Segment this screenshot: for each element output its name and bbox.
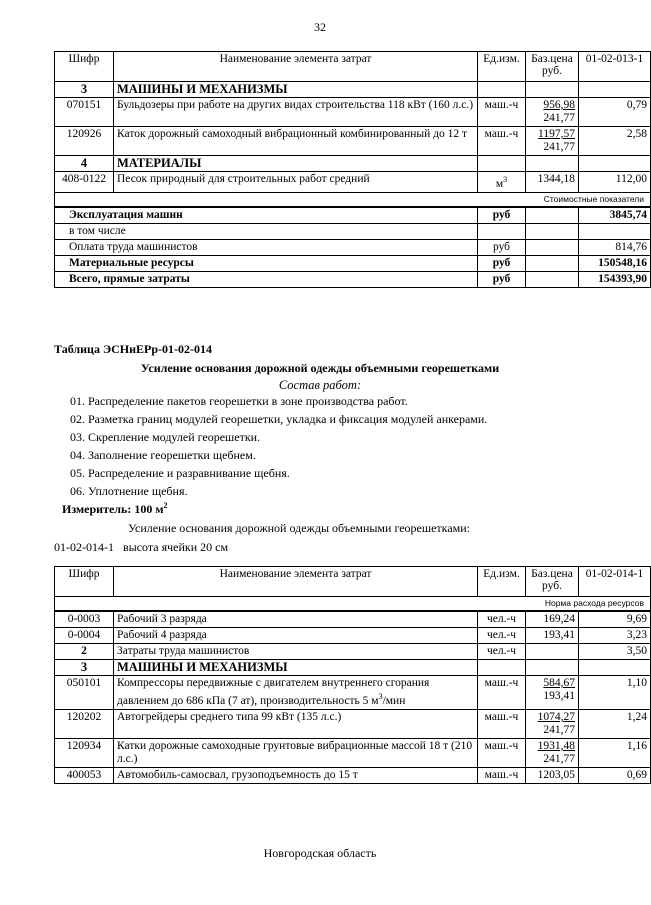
section-number: 4 (55, 156, 114, 172)
col-header-price: Баз.цена руб. (526, 52, 579, 82)
section-title: МАШИНЫ И МЕХАНИЗМЫ (114, 82, 478, 98)
table-row: 400053 Автомобиль-самосвал, грузоподъемность до 15 т маш.-ч 1203,05 0,69 (55, 767, 651, 783)
col-header-price: Баз.цена руб. (526, 567, 579, 597)
list-item: 06. Уплотнение щебня. (70, 484, 188, 498)
table-row: 050101 Компрессоры передвижные с двигателем внутреннего сгорания давлением до 686 кПа (7 ат), производительность 5 $м^3$/мин маш.-ч 584,67 193,41 1,10 (55, 676, 651, 710)
col-header-name: Наименование элемента затрат (114, 567, 478, 597)
col-header-code: Шифр (55, 567, 114, 597)
table-row: 0-0003 Рабочий 3 разряда чел.-ч 169,24 9,69 (55, 611, 651, 628)
table-row: 120926 Каток дорожный самоходный вибрационный комбинированный до 12 т маш.-ч 1197,57 241,77 2,58 (55, 127, 651, 156)
summary-label: в том числе (55, 223, 478, 239)
subtitle: Усиление основания дорожной одежды объемными георешетками: (128, 521, 470, 535)
summary-label: Материальные ресурсы (55, 255, 478, 271)
norm-code: 01-02-014-1 высота ячейки 20 см (54, 540, 229, 554)
page-number: 32 (314, 20, 326, 34)
summary-label: Оплата труда машинистов (55, 239, 478, 255)
list-item: 05. Распределение и разравнивание щебня. (70, 466, 290, 480)
norm-note: Норма расхода ресурсов (55, 597, 651, 612)
section-number: 3 (55, 82, 114, 98)
list-item: 03. Скрепление модулей георешетки. (70, 430, 261, 444)
section-title: МАТЕРИАЛЫ (114, 156, 478, 172)
footer-region: Новгородская область (263, 846, 377, 860)
col-header-name: Наименование элемента затрат (114, 52, 478, 82)
table-row: 0-0004 Рабочий 4 разряда чел.-ч 193,41 3,23 (55, 628, 651, 644)
works-title: Состав работ: (278, 378, 362, 392)
section-title: МАШИНЫ И МЕХАНИЗМЫ (114, 660, 478, 676)
col-header-code: Шифр (55, 52, 114, 82)
table-row: 120202 Автогрейдеры среднего типа 99 кВт (135 л.с.) маш.-ч 1074,27 241,77 1,24 (55, 709, 651, 738)
cost-note: Стоимостные показатели (55, 192, 651, 207)
table-row: 070151 Бульдозеры при работе на других видах строительства 118 кВт (160 л.с.) маш.-ч 956,98 241,77 0,79 (55, 98, 651, 127)
meter-label: Измеритель: 100 $м^2$ (62, 501, 168, 516)
section-heading: Усиление основания дорожной одежды объемными георешетками (140, 361, 500, 375)
resource-table-2 (54, 566, 651, 784)
works-list (70, 392, 487, 500)
col-header-unit: Ед.изм. (478, 567, 526, 597)
summary-label: Эксплуатация машин (55, 207, 478, 224)
table-row: 408-0122 Песок природный для строительных работ средний $м^3$ 1344,18 112,00 (55, 172, 651, 193)
col-header-norm: 01-02-013-1 (579, 52, 651, 82)
resource-table-1: Шифр Наименование элемента затрат Ед.изм. Баз.цена руб. 01-02-013-1 3 МАШИНЫ И МЕХАНИЗМЫ 070151 Бульдозеры при работе на других видах строительства 118 кВт (160 л.с.) маш.-ч 956,98 241,77 0,79 120926 Каток дорожный самоходный вибрационный комбинированный до 12 т маш.-ч 1197,57 241,77 2,58 4 МАТЕРИАЛЫ 408-0122 Песок природный для строительных работ средний $м^3$ 1344,18 112,00 Стоимостные показатели Эксплуатация машин руб 3845,74 в том числе Оплата труда машинистов руб 814,76 Материальные ресурсы руб 150548,16 Всего, прямые затраты руб 154393,90 (54, 51, 651, 288)
col-header-unit: Ед.изм. (478, 52, 526, 82)
summary-label: Всего, прямые затраты (55, 271, 478, 287)
table-label: Таблица ЭСНиЕРр-01-02-014 (54, 342, 213, 356)
list-item: 01. Распределение пакетов георешетки в зоне производства работ. (70, 394, 408, 408)
list-item: 02. Разметка границ модулей георешетки, укладка и фиксация модулей анкерами. (70, 412, 488, 426)
section-number: 3 (55, 660, 114, 676)
table-row: 2 Затраты труда машинистов чел.-ч 3,50 (55, 644, 651, 660)
table-row: 120934 Катки дорожные самоходные грунтовые вибрационные массой 18 т (210 л.с.) маш.-ч 1931,48 241,77 1,16 (55, 738, 651, 767)
list-item: 04. Заполнение георешетки щебнем. (70, 448, 256, 462)
col-header-norm: 01-02-014-1 (579, 567, 651, 597)
